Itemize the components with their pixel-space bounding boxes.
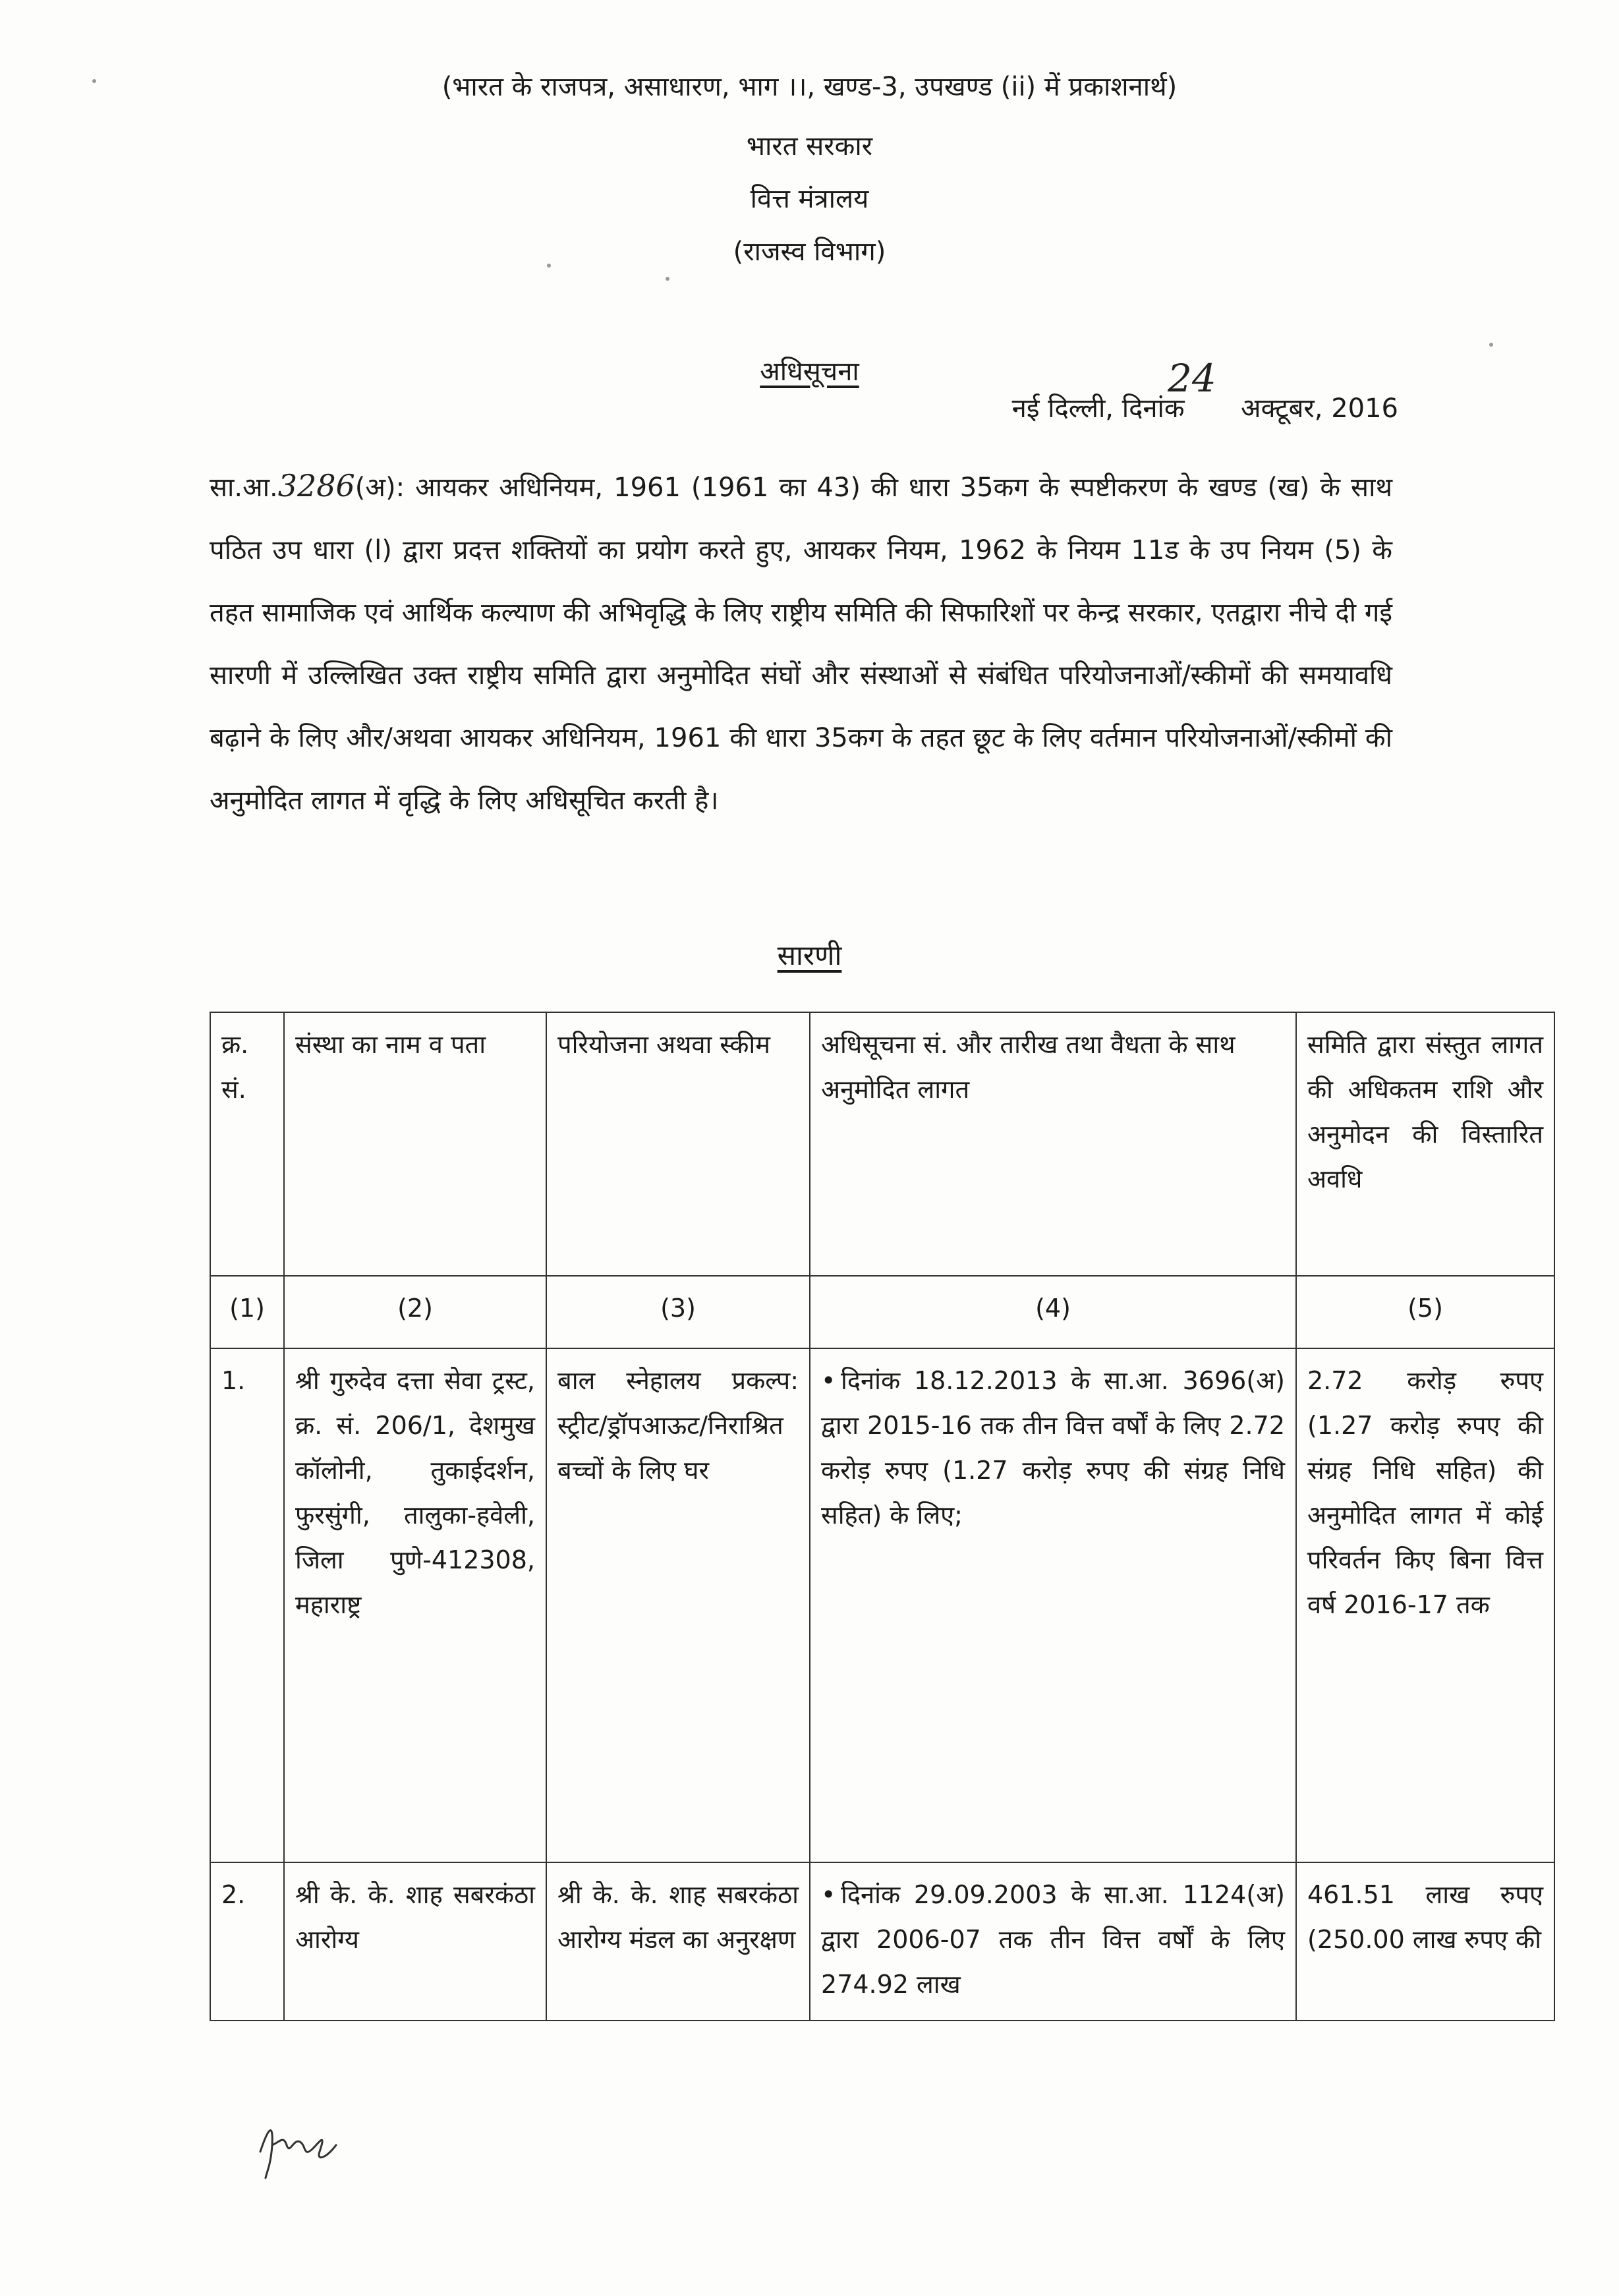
gazette-line: (भारत के राजपत्र, असाधारण, भाग ।।, खण्ड-3, उपखण्ड (ii) में प्रकाशनार्थ)	[441, 72, 1178, 102]
col-num-3: (3)	[546, 1276, 810, 1348]
notification-prefix: सा.आ.	[210, 473, 278, 503]
scan-speck	[1489, 343, 1493, 347]
header-recommended: समिति द्वारा संस्तुत लागत की अधिकतम राशि और अनुमोदन की विस्तारित अवधि	[1296, 1012, 1554, 1276]
column-number-row	[210, 1276, 1554, 1348]
header-approved-cost: अधिसूचना सं. और तारीख तथा वैधता के साथ अनुमोदित लागत	[810, 1012, 1296, 1276]
row1-approved-cost	[810, 1348, 1296, 1862]
col-num-5: (5)	[1296, 1276, 1554, 1348]
col-num-2: (2)	[284, 1276, 546, 1348]
row1-org: श्री गुरुदेव दत्ता सेवा ट्रस्ट, क्र. सं. 206/1, देशमुख कॉलोनी, तुकाईदर्शन, फुरसुंगी, तालुका-हवेली, जिला पुणे-412308, महाराष्ट्र	[284, 1348, 546, 1862]
date-prefix: नई दिल्ली, दिनांक	[1011, 393, 1185, 424]
col-num-1: (1)	[210, 1276, 284, 1348]
row1-approved-cost-text: दिनांक 18.12.2013 के सा.आ. 3696(अ) द्वारा 2015-16 तक तीन वित्त वर्षों के लिए 2.72 करोड़ रुपए (1.27 करोड़ रुपए की संग्रह निधि सहित) के लिए;	[821, 1366, 1285, 1530]
scan-speck	[666, 277, 669, 281]
scan-speck	[92, 79, 96, 83]
bullet-icon: •	[821, 1880, 836, 1909]
row2-project: श्री के. के. शाह सबरकंठा आरोग्य मंडल का अनुरक्षण	[546, 1862, 810, 2021]
table-title-wrap	[0, 936, 1619, 973]
header-org: संस्था का नाम व पता	[284, 1012, 546, 1276]
schedule-table	[210, 1012, 1555, 2021]
row1-sno: 1.	[210, 1348, 284, 1862]
row2-sno: 2.	[210, 1862, 284, 2021]
header-sno: क्र. सं.	[210, 1012, 284, 1276]
government-name: भारत सरकार	[746, 131, 873, 161]
ministry-name: वित्त मंत्रालय	[750, 184, 869, 214]
row1-recommended: 2.72 करोड़ रुपए (1.27 करोड़ रुपए की संग्रह निधि सहित) की अनुमोदित लागत में कोई परिवर्तन किए बिना वित्त वर्ष 2016-17 तक	[1296, 1348, 1554, 1862]
row2-approved-cost	[810, 1862, 1296, 2021]
table-header-row	[210, 1012, 1554, 1276]
department-name: (राजस्व विभाग)	[733, 237, 886, 267]
row2-approved-cost-text: दिनांक 29.09.2003 के सा.आ. 1124(अ) द्वारा 2006-07 तक तीन वित्त वर्षों के लिए 274.92 लाख	[821, 1880, 1285, 1999]
page-title	[0, 356, 1619, 387]
notification-paragraph	[210, 455, 1392, 832]
date-suffix: अक्टूबर, 2016	[1241, 393, 1398, 424]
date-day-handwritten: 24	[1168, 356, 1216, 401]
notification-title: अधिसूचना	[760, 357, 859, 387]
header-project: परियोजना अथवा स्कीम	[546, 1012, 810, 1276]
table-row	[210, 1348, 1554, 1862]
notification-number: 3286	[277, 468, 355, 503]
scan-speck	[547, 264, 551, 268]
table-title: सारणी	[777, 939, 842, 971]
row2-recommended: 461.51 लाख रुपए (250.00 लाख रुपए की	[1296, 1862, 1554, 2021]
row2-org: श्री के. के. शाह सबरकंठा आरोग्य	[284, 1862, 546, 2021]
table-row	[210, 1862, 1554, 2021]
notification-suffix: (अ):	[355, 473, 405, 503]
notification-body: आयकर अधिनियम, 1961 (1961 का 43) की धारा 35कग के स्पष्टीकरण के खण्ड (ख) के साथ पठित उप धारा (l) द्वारा प्रदत्त शक्तियों का प्रयोग करते हुए, आयकर नियम, 1962 के नियम 11ड के उप नियम (5) के तहत सामाजिक एवं आर्थिक कल्याण की अभिवृद्धि के लिए राष्ट्रीय समिति की सिफारिशों पर केन्द्र सरकार, एतद्वारा नीचे दी गई सारणी में उल्लिखित उक्त राष्ट्रीय समिति द्वारा अनुमोदित संघों और संस्थाओं से संबंधित परियोजनाओं/स्कीमों की समयावधि बढ़ाने के लिए और/अथवा आयकर अधिनियम, 1961 की धारा 35कग के तहत छूट के लिए वर्तमान परियोजनाओं/स्कीमों की अनुमोदित लागत में वृद्धि के लिए अधिसूचित करती है।	[210, 473, 1393, 816]
bullet-icon: •	[821, 1366, 836, 1395]
col-num-4: (4)	[810, 1276, 1296, 1348]
row1-project: बाल स्नेहालय प्रकल्प: स्ट्रीट/ड्रॉपआऊट/निराश्रित बच्चों के लिए घर	[546, 1348, 810, 1862]
date-line	[1012, 389, 1398, 425]
handwritten-signature-icon	[247, 2106, 346, 2185]
